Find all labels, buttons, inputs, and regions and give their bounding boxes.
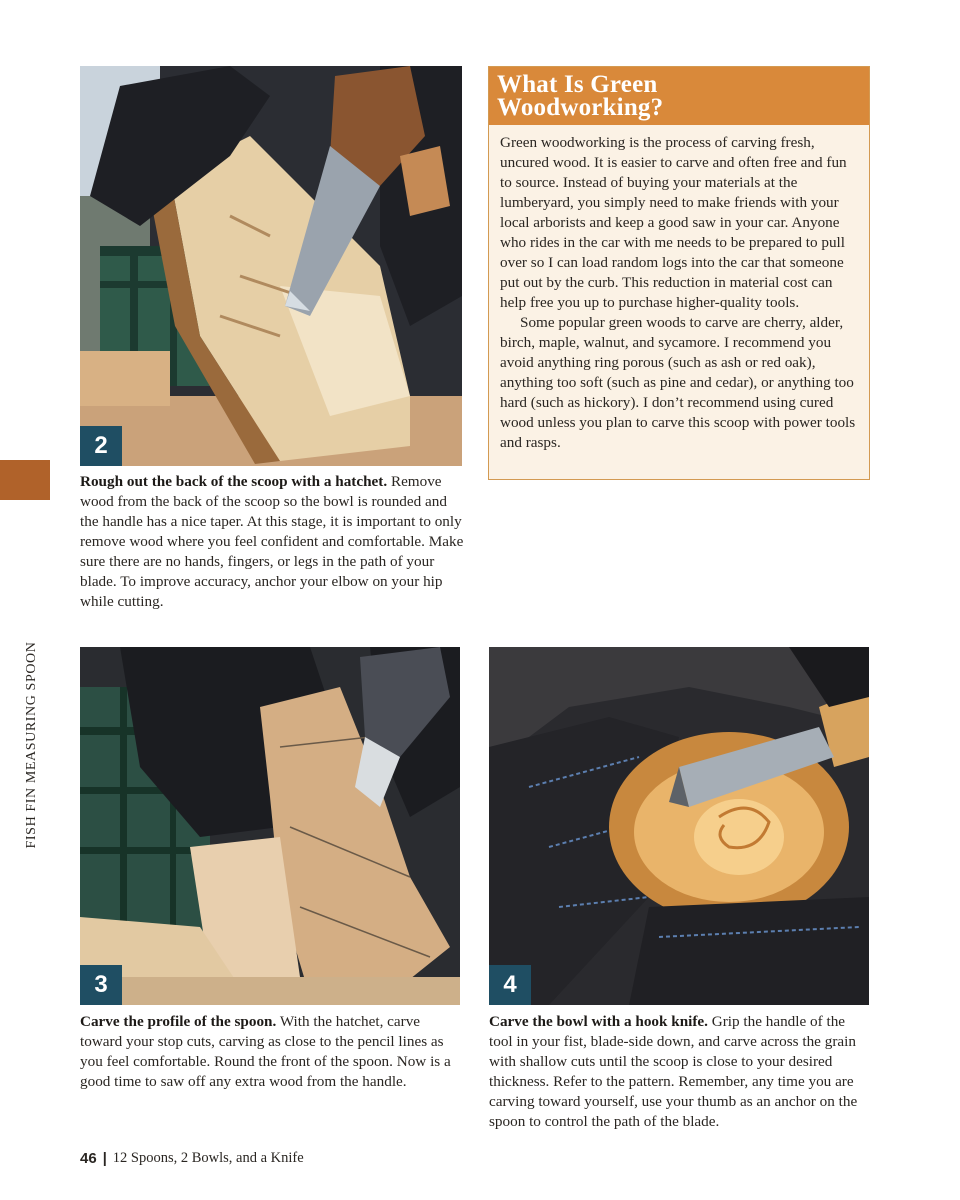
sidebar-title: [489, 67, 869, 125]
step-3-photo: [80, 647, 460, 1005]
step-4-badge: 4: [489, 965, 531, 1005]
step-4-photo: [489, 647, 869, 1005]
step-4-caption: [489, 1012, 871, 1132]
sidebar-title-line1: What Is Green: [497, 71, 658, 98]
sidebar-title-line2: Woodworking?: [497, 94, 664, 121]
sidebar-paragraph-2: Some popular green woods to carve are cherry, alder, birch, maple, walnut, and sycamore. I recommend you avoid anything ring porous (such as ash or red oak), anything too soft (such as pine and cedar), or anything too hard (such as hickory). I don’t recommend using cured wood unless you plan to carve this scoop with power tools and rasps.: [500, 314, 856, 451]
step-3-body: With the hatchet, carve toward your stop cuts, carving as close to the pencil lines as you feel comfortable. Round the front of the spoon. Now is a good time to saw off any extra wood from the handle.: [80, 1013, 451, 1090]
sidebar-paragraph-1: Green woodworking is the process of carving fresh, uncured wood. It is easier to carve and often free and fun to source. Instead of buying your materials at the lumberyard, you simply need to make friends with your local arborists and keep a good saw in your car. Anyone who rides in the car with me needs to be prepared to pull over so I can load random logs into the car that someone put out by the curb. This reduction in material cost can help free you up to purchase higher-quality tools.: [500, 134, 847, 311]
page-footer: [80, 1150, 304, 1167]
footer-separator: |: [102, 1150, 107, 1167]
step-4-heading: Carve the bowl with a hook knife.: [489, 1013, 708, 1030]
section-tab: [0, 460, 50, 500]
page-number: 46: [80, 1150, 97, 1167]
step-2-caption: [80, 472, 464, 612]
step-3-caption: [80, 1012, 462, 1092]
profile-carving-illustration: [80, 647, 460, 1005]
step-3-heading: Carve the profile of the spoon.: [80, 1013, 277, 1030]
step-4-body: Grip the handle of the tool in your fist, blade-side down, and carve across the grain with shallow cuts until the scoop is close to your desired thickness. Refer to the pattern. Remember, any time you are carving toward yourself, use your thumb as an anchor on the spoon to control the path of the blade.: [489, 1013, 858, 1130]
hatchet-scene-illustration: [80, 66, 462, 466]
step-3-badge: 3: [80, 965, 122, 1005]
green-woodworking-sidebar: [488, 66, 870, 480]
step-2-badge: 2: [80, 426, 122, 466]
section-label: FISH FIN MEASURING SPOON: [24, 641, 39, 849]
book-title: 12 Spoons, 2 Bowls, and a Knife: [112, 1150, 304, 1166]
hook-knife-illustration: [489, 647, 869, 1005]
step-2-body: Remove wood from the back of the scoop so the bowl is rounded and the handle has a nice taper. At this stage, it is important to only remove wood where you feel confident and comfortable. Make sure there are no hands, fingers, or legs in the path of your blade. To improve accuracy, anchor your elbow on your hip while cutting.: [80, 473, 464, 610]
step-2-photo: [80, 66, 462, 466]
step-2-heading: Rough out the back of the scoop with a hatchet.: [80, 473, 388, 490]
sidebar-body: [489, 125, 869, 453]
